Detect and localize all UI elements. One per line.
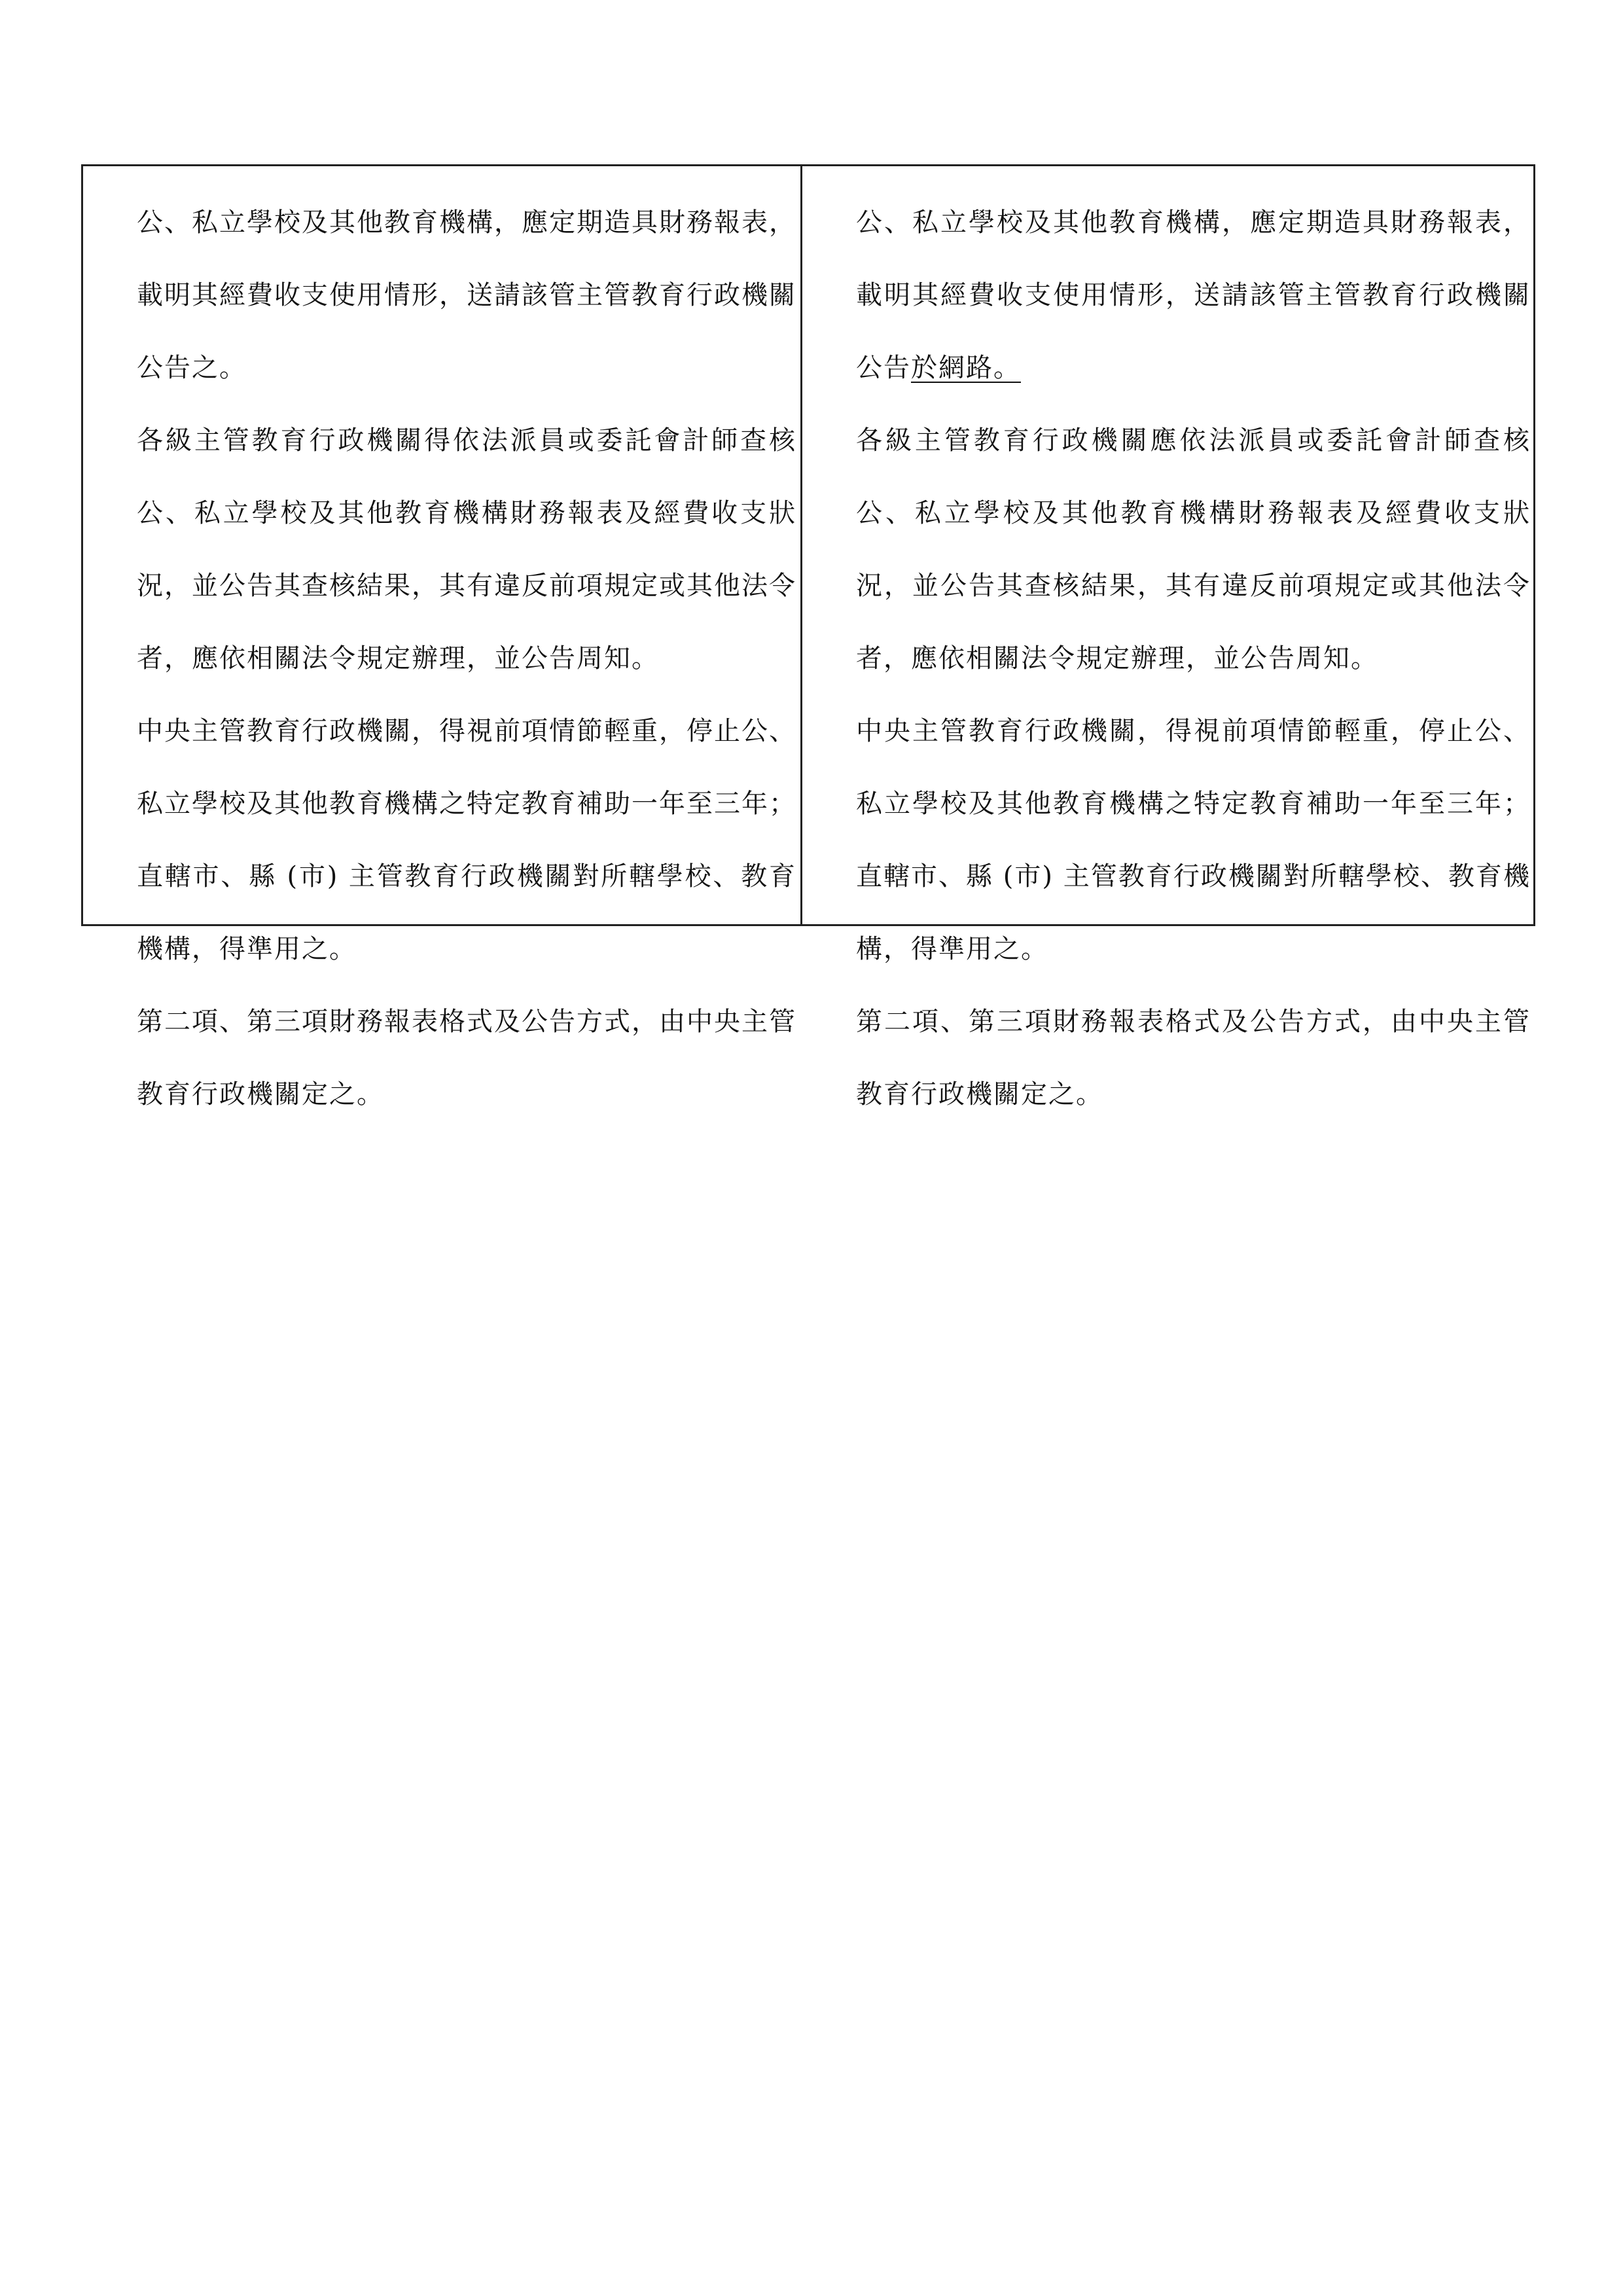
old-paragraph-4: 第二項、第三項財務報表格式及公告方式，由中央主管教育行政機關定之。	[137, 1007, 796, 1109]
new-paragraph-3: 中央主管教育行政機關，得視前項情節輕重，停止公、私立學校及其他教育機構之特定教育補助一年至三年；直轄市、縣 (市) 主管教育行政機關對所轄學校、教育機構，得準用之。	[856, 716, 1531, 964]
current-text-column	[83, 166, 802, 1109]
old-paragraph-1: 公、私立學校及其他教育機構，應定期造具財務報表，載明其經費收支使用情形，送請該管主管教育行政機關公告之。	[137, 207, 796, 383]
new-paragraph-2: 各級主管教育行政機關應依法派員或委託會計師查核公、私立學校及其他教育機構財務報表及經費收支狀況，並公告其查核結果，其有違反前項規定或其他法令者，應依相關法令規定辦理，並公告周知。	[856, 425, 1531, 673]
new-paragraph-1	[856, 187, 1531, 404]
comparison-table	[81, 164, 1535, 1109]
old-paragraph-2: 各級主管教育行政機關得依法派員或委託會計師查核公、私立學校及其他教育機構財務報表及經費收支狀況，並公告其查核結果，其有違反前項規定或其他法令者，應依相關法令規定辦理，並公告周知。	[137, 425, 796, 673]
amended-text-column	[802, 166, 1533, 1109]
amendment-underline: 於網路。	[911, 353, 1021, 383]
old-paragraph-3: 中央主管教育行政機關，得視前項情節輕重，停止公、私立學校及其他教育機構之特定教育補助一年至三年；直轄市、縣 (市) 主管教育行政機關對所轄學校、教育機構，得準用之。	[137, 716, 796, 964]
new-paragraph-4: 第二項、第三項財務報表格式及公告方式，由中央主管教育行政機關定之。	[856, 1007, 1531, 1109]
new-paragraph-1-text: 公、私立學校及其他教育機構，應定期造具財務報表，載明其經費收支使用情形，送請該管主管教育行政機關公告	[856, 207, 1531, 383]
